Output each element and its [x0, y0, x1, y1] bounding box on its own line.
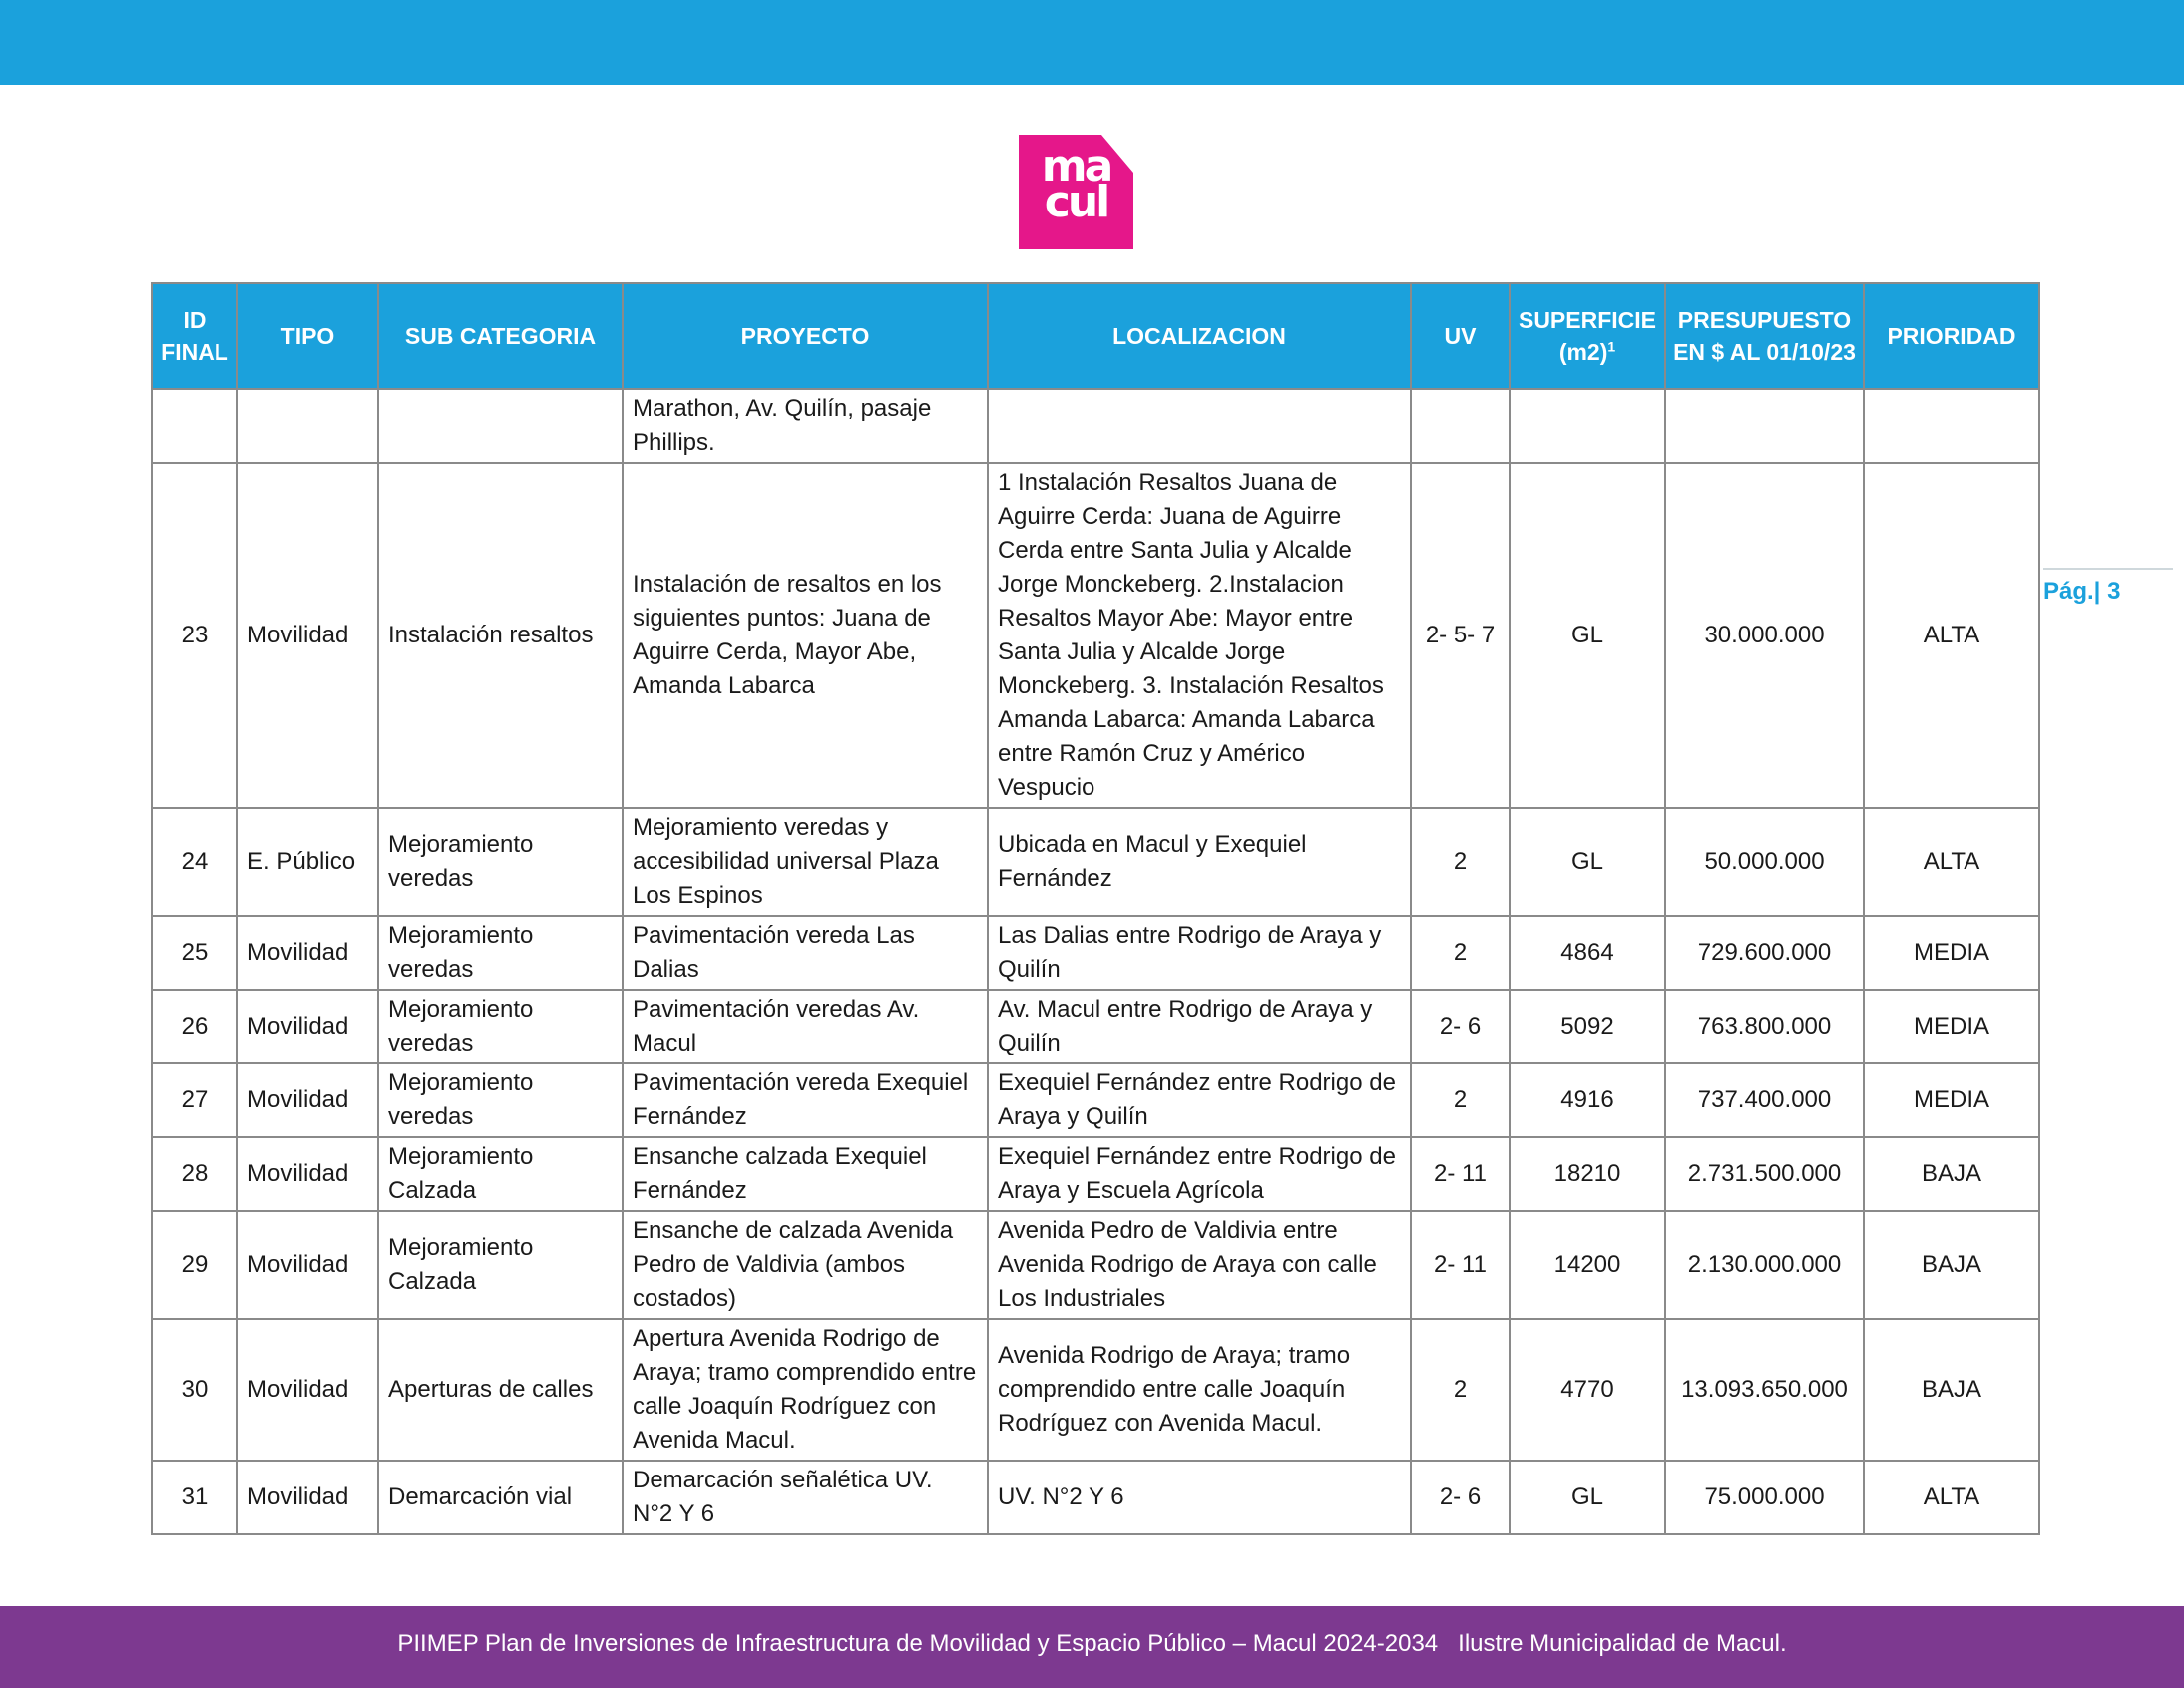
cell-presupuesto: 13.093.650.000	[1665, 1319, 1864, 1461]
footer-band	[0, 1606, 2184, 1688]
cell-prioridad: ALTA	[1864, 808, 2039, 916]
cell-localizacion	[988, 389, 1411, 463]
cell-sub-categoria: Mejoramiento veredas	[378, 808, 623, 916]
cell-superficie: 4916	[1510, 1063, 1665, 1137]
logo-line-2: cul	[1044, 177, 1108, 227]
cell-localizacion: 1 Instalación Resaltos Juana de Aguirre Cerda: Juana de Aguirre Cerda entre Santa Julia y Alcalde Jorge Monckeberg. 2.Instalacion Resaltos Mayor Abe: Mayor entre Santa Julia y Alcalde Jorge Monckeberg. 3. Instalación Resaltos Amanda Labarca: Amanda Labarca entre Ramón Cruz y Américo Vespucio	[988, 463, 1411, 808]
cell-localizacion: Avenida Rodrigo de Araya; tramo comprendido entre calle Joaquín Rodríguez con Avenida Macul.	[988, 1319, 1411, 1461]
cell-sub-categoria: Mejoramiento Calzada	[378, 1137, 623, 1211]
cell-presupuesto: 50.000.000	[1665, 808, 1864, 916]
cell-id: 29	[152, 1211, 237, 1319]
cell-localizacion: Exequiel Fernández entre Rodrigo de Araya y Quilín	[988, 1063, 1411, 1137]
cell-superficie: 14200	[1510, 1211, 1665, 1319]
cell-prioridad: BAJA	[1864, 1137, 2039, 1211]
table-row	[152, 1319, 2039, 1461]
cell-sub-categoria: Mejoramiento veredas	[378, 1063, 623, 1137]
cell-localizacion: Las Dalias entre Rodrigo de Araya y Quilín	[988, 916, 1411, 990]
cell-prioridad	[1864, 389, 2039, 463]
cell-proyecto: Demarcación señalética UV. N°2 Y 6	[623, 1461, 988, 1534]
cell-id: 28	[152, 1137, 237, 1211]
cell-proyecto: Instalación de resaltos en los siguientes puntos: Juana de Aguirre Cerda, Mayor Abe, Amanda Labarca	[623, 463, 988, 808]
cell-proyecto: Ensanche de calzada Avenida Pedro de Valdivia (ambos costados)	[623, 1211, 988, 1319]
cell-tipo: E. Público	[237, 808, 378, 916]
cell-tipo: Movilidad	[237, 990, 378, 1063]
cell-prioridad: MEDIA	[1864, 1063, 2039, 1137]
cell-prioridad: ALTA	[1864, 1461, 2039, 1534]
cell-proyecto: Marathon, Av. Quilín, pasaje Phillips.	[623, 389, 988, 463]
cell-id: 24	[152, 808, 237, 916]
projects-table	[151, 282, 2040, 1535]
top-color-band	[0, 0, 2184, 85]
header-id-final: ID FINAL	[152, 283, 237, 389]
table-row	[152, 1063, 2039, 1137]
cell-sub-categoria: Instalación resaltos	[378, 463, 623, 808]
cell-uv: 2- 5- 7	[1411, 463, 1510, 808]
logo-wordmark	[1029, 141, 1123, 227]
header-localizacion: LOCALIZACION	[988, 283, 1411, 389]
cell-proyecto: Pavimentación vereda Exequiel Fernández	[623, 1063, 988, 1137]
cell-superficie: 5092	[1510, 990, 1665, 1063]
cell-presupuesto: 2.731.500.000	[1665, 1137, 1864, 1211]
macul-logo	[1019, 135, 1133, 249]
footer-text: PIIMEP Plan de Inversiones de Infraestructura de Movilidad y Espacio Público – Macul 2024-2034 Ilustre Municipalidad de Macul.	[397, 1630, 1787, 1657]
cell-superficie: 4864	[1510, 916, 1665, 990]
cell-uv	[1411, 389, 1510, 463]
cell-proyecto: Pavimentación vereda Las Dalias	[623, 916, 988, 990]
cell-tipo: Movilidad	[237, 916, 378, 990]
cell-uv: 2	[1411, 808, 1510, 916]
cell-id: 27	[152, 1063, 237, 1137]
cell-presupuesto: 30.000.000	[1665, 463, 1864, 808]
table-row	[152, 808, 2039, 916]
page-number: Pág.| 3	[2043, 568, 2173, 606]
cell-localizacion: Avenida Pedro de Valdivia entre Avenida Rodrigo de Araya con calle Los Industriales	[988, 1211, 1411, 1319]
cell-id: 25	[152, 916, 237, 990]
cell-uv: 2- 6	[1411, 990, 1510, 1063]
cell-superficie	[1510, 389, 1665, 463]
header-superficie	[1510, 283, 1665, 389]
cell-presupuesto: 729.600.000	[1665, 916, 1864, 990]
cell-tipo: Movilidad	[237, 463, 378, 808]
cell-localizacion: Av. Macul entre Rodrigo de Araya y Quilín	[988, 990, 1411, 1063]
cell-uv: 2	[1411, 1063, 1510, 1137]
table-row	[152, 1461, 2039, 1534]
cell-localizacion: Exequiel Fernández entre Rodrigo de Araya y Escuela Agrícola	[988, 1137, 1411, 1211]
cell-uv: 2- 11	[1411, 1211, 1510, 1319]
cell-proyecto: Ensanche calzada Exequiel Fernández	[623, 1137, 988, 1211]
header-prioridad: PRIORIDAD	[1864, 283, 2039, 389]
table-row	[152, 990, 2039, 1063]
cell-uv: 2- 11	[1411, 1137, 1510, 1211]
cell-prioridad: BAJA	[1864, 1211, 2039, 1319]
header-superficie-label: SUPERFICIE (m2)	[1518, 307, 1657, 365]
cell-sub-categoria: Mejoramiento Calzada	[378, 1211, 623, 1319]
cell-superficie: GL	[1510, 463, 1665, 808]
cell-sub-categoria: Aperturas de calles	[378, 1319, 623, 1461]
cell-presupuesto	[1665, 389, 1864, 463]
cell-proyecto: Apertura Avenida Rodrigo de Araya; tramo comprendido entre calle Joaquín Rodríguez con Avenida Macul.	[623, 1319, 988, 1461]
cell-uv: 2	[1411, 1319, 1510, 1461]
cell-superficie: GL	[1510, 1461, 1665, 1534]
cell-proyecto: Mejoramiento veredas y accesibilidad universal Plaza Los Espinos	[623, 808, 988, 916]
cell-sub-categoria: Mejoramiento veredas	[378, 990, 623, 1063]
cell-superficie: 18210	[1510, 1137, 1665, 1211]
cell-sub-categoria	[378, 389, 623, 463]
cell-presupuesto: 2.130.000.000	[1665, 1211, 1864, 1319]
header-proyecto: PROYECTO	[623, 283, 988, 389]
cell-id: 31	[152, 1461, 237, 1534]
cell-superficie: 4770	[1510, 1319, 1665, 1461]
header-tipo: TIPO	[237, 283, 378, 389]
cell-id: 23	[152, 463, 237, 808]
table-row	[152, 389, 2039, 463]
header-uv: UV	[1411, 283, 1510, 389]
cell-presupuesto: 75.000.000	[1665, 1461, 1864, 1534]
table-row	[152, 916, 2039, 990]
cell-tipo: Movilidad	[237, 1319, 378, 1461]
cell-prioridad: MEDIA	[1864, 990, 2039, 1063]
cell-prioridad: ALTA	[1864, 463, 2039, 808]
cell-presupuesto: 763.800.000	[1665, 990, 1864, 1063]
cell-sub-categoria: Mejoramiento veredas	[378, 916, 623, 990]
table-row	[152, 463, 2039, 808]
cell-tipo	[237, 389, 378, 463]
header-sub-categoria: SUB CATEGORIA	[378, 283, 623, 389]
cell-tipo: Movilidad	[237, 1461, 378, 1534]
cell-prioridad: BAJA	[1864, 1319, 2039, 1461]
cell-prioridad: MEDIA	[1864, 916, 2039, 990]
table-header-row	[152, 283, 2039, 389]
cell-localizacion: UV. N°2 Y 6	[988, 1461, 1411, 1534]
cell-uv: 2	[1411, 916, 1510, 990]
header-presupuesto: PRESUPUESTO EN $ AL 01/10/23	[1665, 283, 1864, 389]
cell-uv: 2- 6	[1411, 1461, 1510, 1534]
cell-id	[152, 389, 237, 463]
cell-sub-categoria: Demarcación vial	[378, 1461, 623, 1534]
table-row	[152, 1211, 2039, 1319]
cell-id: 26	[152, 990, 237, 1063]
table-row	[152, 1137, 2039, 1211]
cell-localizacion: Ubicada en Macul y Exequiel Fernández	[988, 808, 1411, 916]
cell-id: 30	[152, 1319, 237, 1461]
cell-presupuesto: 737.400.000	[1665, 1063, 1864, 1137]
cell-superficie: GL	[1510, 808, 1665, 916]
cell-tipo: Movilidad	[237, 1211, 378, 1319]
logo-line-1: ma	[1041, 141, 1111, 192]
footnote-marker: 1	[1607, 338, 1616, 355]
cell-proyecto: Pavimentación veredas Av. Macul	[623, 990, 988, 1063]
cell-tipo: Movilidad	[237, 1137, 378, 1211]
cell-tipo: Movilidad	[237, 1063, 378, 1137]
